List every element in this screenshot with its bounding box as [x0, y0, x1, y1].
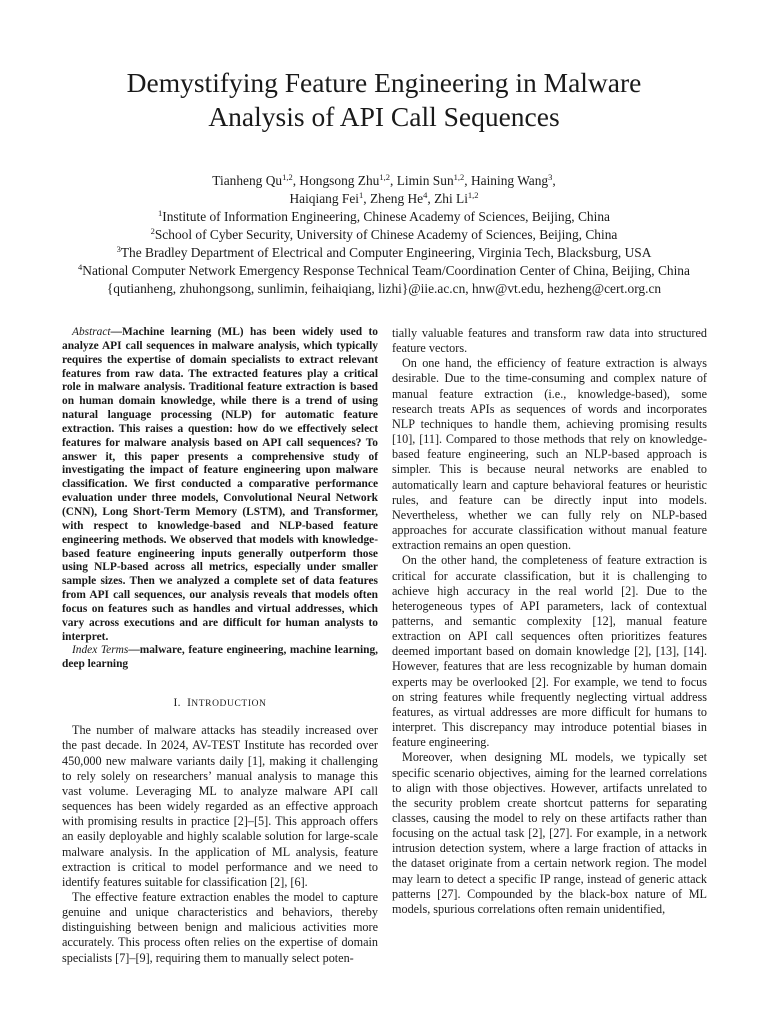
affiliation: $^3$The Bradley Department of Electrical and Computer Engineering, Virginia Tech, Blacksburg, USA: [116, 244, 652, 260]
left-column: [62, 326, 378, 966]
body-paragraph: On one hand, the efficiency of feature extraction is always desirable. Due to the time-consuming and complex nature of manual feature extraction (i.e., knowledge-based), some research treats APIs as sequences of words and incorporates NLP techniques to handle them, achieving promising results [10], [11]. Compared to those methods that rely on knowledge-based feature engineering, such an NLP-based approach is simpler. This is because neural networks are enabled to automatically learn and capture behavioral features or heuristic rules, and feature can be directly input into models. Nevertheless, whether we can fully rely on NLP-based approaches for accurate classification without manual feature extraction remains an open question.: [392, 356, 707, 553]
index-terms: [62, 644, 378, 672]
body-paragraph: On the other hand, the completeness of feature extraction is critical for accurate classification, but it is challenging to achieve high accuracy in the real world [2]. Due to the heterogeneous types of API parameters, lack of contextual patterns, and semantic complexity [12], manual feature extraction on API call sequences often prioritizes features deemed important based on domain knowledge [2], [13], [14]. However, features that are less recognizable by human domain experts may be overlooked [2]. For example, we tend to focus on string features while frequently neglecting virtual address features, as virtual addresses are more difficult for humans to interpret. This discrepancy may introduce potential biases in feature engineering.: [392, 553, 707, 750]
author-line-1: Tianheng Qu$^{1,2}$, Hongsong Zhu$^{1,2}$, Limin Sun$^{1,2}$, Haining Wang$^3$,: [212, 172, 556, 188]
author: Tianheng Qu: [212, 173, 283, 188]
section-heading-introduction: I. INTRODUCTION: [173, 697, 267, 710]
abstract-text: —Machine learning (ML) has been widely used to analyze API call sequences in malware analysis, which typically requires the expertise of domain specialists to extract relevant features from raw data. The extracted features play a critical role in malware analysis. Traditional feature extraction is based on human domain knowledge, while there is a trend of using natural language processing (NLP) for automatic feature extraction. This raises a question: how do we effectively select features for malware analysis based on API call sequences? To answer it, this paper presents a comprehensive study of investigating the impact of feature engineering upon malware classification. We first conducted a comparative performance evaluation under three models, Convolutional Neural Network (CNN), Long Short-Term Memory (LSTM), and Transformer, with respect to knowledge-based and NLP-based feature engineering methods. We observed that models with knowledge-based feature engineering inputs generally outperform those using NLP-based across all metrics, especially under smaller sample sizes. Then we analyzed a complete set of data features from API call sequences, our analysis reveals that models often focus on features such as handles and virtual addresses, which vary across executions and are difficult for human analysts to interpret.: [62, 326, 378, 643]
affiliation: $^1$Institute of Information Engineering, Chinese Academy of Sciences, Beijing, China: [158, 208, 610, 224]
paper-title: [40, 66, 728, 134]
index-terms-label: Index Terms: [72, 644, 129, 657]
body-paragraph-continued: tially valuable features and transform raw data into structured feature vectors.: [392, 326, 707, 356]
abstract: [62, 326, 378, 644]
right-column: [392, 326, 707, 917]
index-terms-text: —malware, feature engineering, machine learning, deep learning: [62, 644, 378, 671]
author: Haiqiang Fei: [289, 191, 359, 206]
author: Zheng He: [369, 191, 424, 206]
author-block: [40, 172, 728, 298]
affiliation: $^2$School of Cyber Security, University of Chinese Academy of Sciences, Beijing, China: [150, 226, 618, 242]
author: Hongsong Zhu: [299, 173, 380, 188]
abstract-label: Abstract: [72, 326, 111, 338]
author: Haining Wang: [470, 173, 549, 188]
author-line-2: Haiqiang Fei$^1$, Zheng He$^4$, Zhi Li$^{1,2}$: [289, 190, 479, 206]
author-emails: {qutianheng, zhuhongsong, sunlimin, feihaiqiang, lizhi}@iie.ac.cn, hnw@vt.edu, hezheng@cert.org.cn: [106, 281, 662, 296]
body-paragraph: Moreover, when designing ML models, we typically set specific scenario objectives, aiming for the learned correlations to align with those objectives. However, artifacts unrelated to the security problem create shortcut patterns for separating classes, causing the model to rely on these artifacts rather than focusing on the actual task [2], [27]. For example, in a network intrusion detection system, where a large fraction of attacks in the dataset originate from a certain network region. The model may learn to detect a specific IP range, instead of generic attack patterns [27]. Compounded by the black-box nature of ML models, spurious correlations often remain unidentified,: [392, 750, 707, 916]
body-paragraph: The number of malware attacks has steadily increased over the past decade. In 2024, AV-TEST Institute has recorded over 450,000 new malware variants daily [1], making it challenging to rely solely on researchers’ manual analysis to manage this vast volume. Leveraging ML to analyze malware API call sequences has been widely regarded as an effective approach with promising results in practice [2]–[5]. This approach offers an easily deployable and highly scalable solution for large-scale malware analysis. In the application of ML analysis, feature extraction is critical to model performance and we need to identify features suitable for classification [2], [6].: [62, 723, 378, 889]
body-paragraph: The effective feature extraction enables the model to capture genuine and unique characteristics and behaviors, thereby distinguishing between benign and malicious activities more accurately. This process often relies on the expertise of domain specialists [7]–[9], requiring them to manually select poten-: [62, 889, 378, 965]
affiliation: $^4$National Computer Network Emergency Response Technical Team/Coordination Center of China, Beijing, China: [78, 262, 690, 278]
title-line-1: Demystifying Feature Engineering in Malware: [126, 67, 642, 98]
author: Limin Sun: [396, 173, 454, 188]
author: Zhi Li: [434, 191, 468, 206]
title-line-2: Analysis of API Call Sequences: [208, 101, 560, 132]
